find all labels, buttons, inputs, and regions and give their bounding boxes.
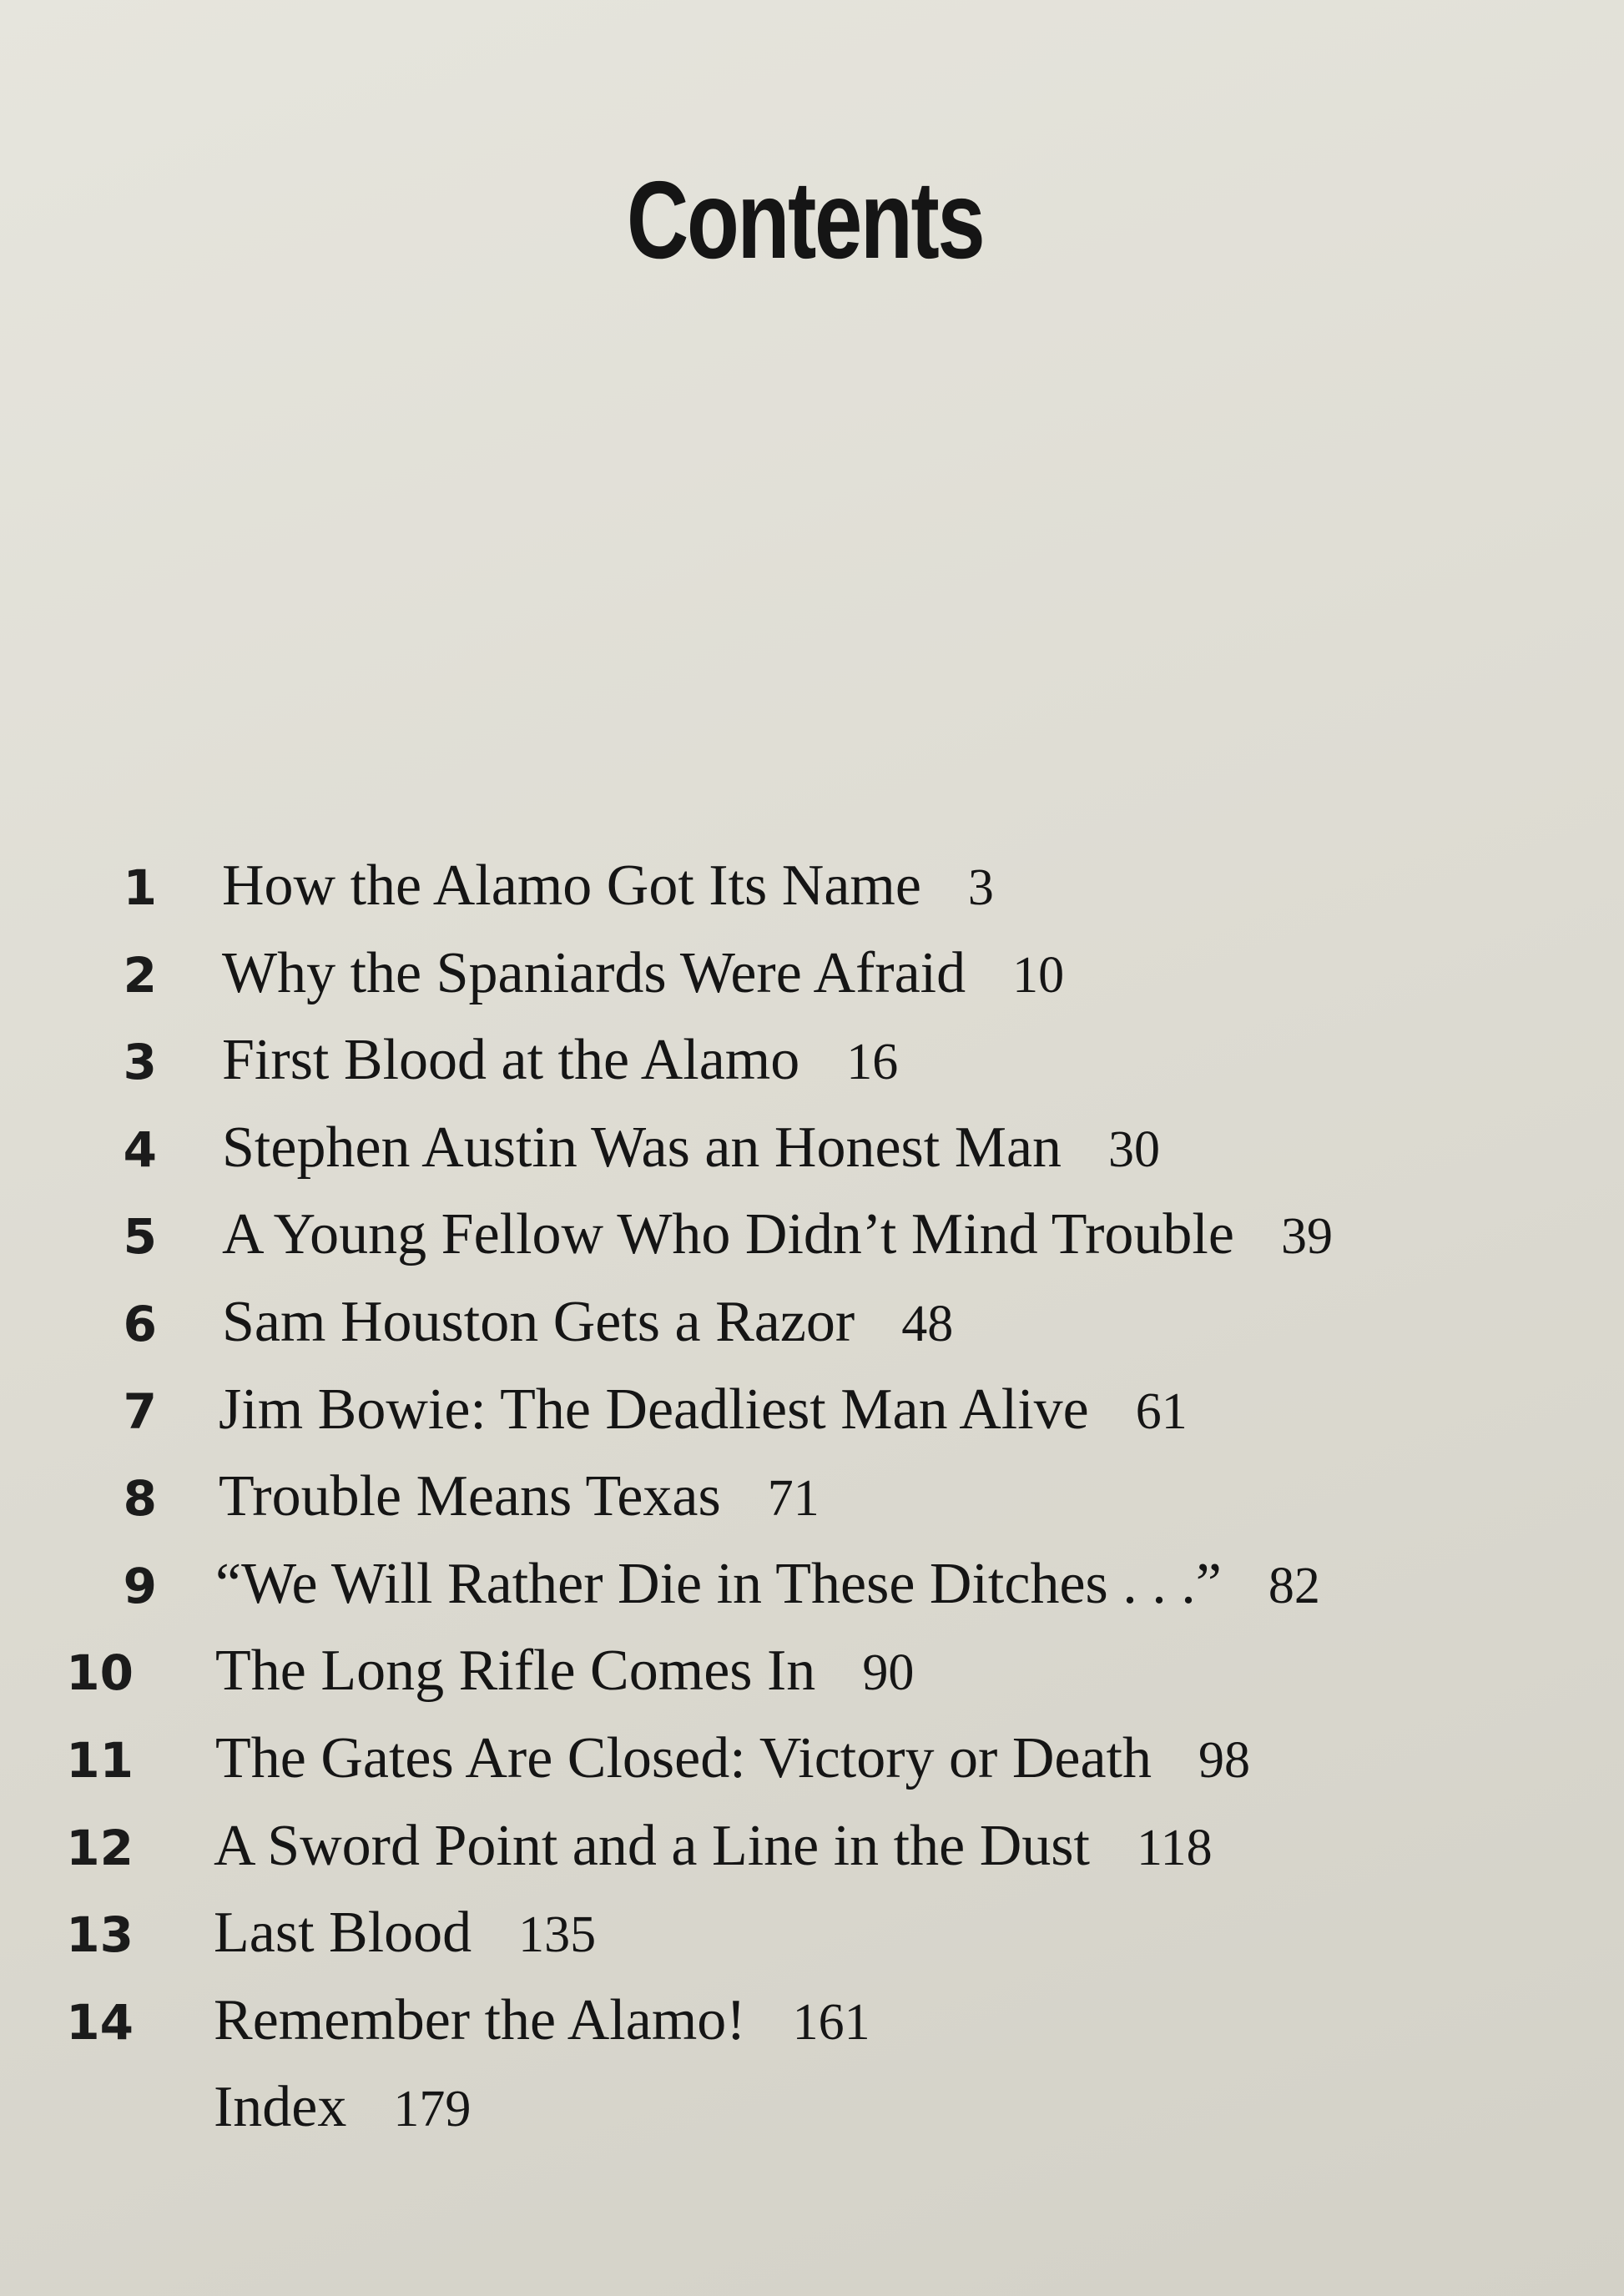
chapter-number: 14 — [66, 1993, 134, 2051]
chapter-title: Jim Bowie: The Deadliest Man Alive — [219, 1377, 1089, 1442]
page-number: 82 — [1268, 1557, 1320, 1614]
chapter-number: 2 — [123, 946, 157, 1004]
page-number: 179 — [393, 2081, 472, 2138]
page-number: 30 — [1108, 1120, 1161, 1178]
toc-entry — [0, 1377, 1624, 1464]
toc-entry — [0, 853, 1624, 940]
chapter-title: A Young Fellow Who Didn’t Mind Trouble — [222, 1202, 1234, 1267]
chapter-title: “We Will Rather Die in These Ditches . . .” — [215, 1551, 1222, 1616]
toc-entry-index — [0, 2074, 1624, 2162]
chapter-title: Last Blood — [214, 1901, 472, 1966]
toc-entry — [0, 1987, 1624, 2075]
page-title: Contents — [626, 159, 984, 281]
page-number: 71 — [767, 1470, 820, 1528]
page-number: 39 — [1280, 1208, 1333, 1266]
chapter-number: 3 — [123, 1034, 157, 1091]
toc-entry — [0, 1027, 1624, 1115]
chapter-number: 5 — [123, 1208, 157, 1266]
page-number: 118 — [1136, 1819, 1213, 1876]
chapter-title: A Sword Point and a Line in the Dust — [214, 1813, 1090, 1878]
chapter-number: 10 — [66, 1644, 134, 1702]
chapter-title: How the Alamo Got Its Name — [222, 853, 921, 918]
page-number: 48 — [901, 1295, 954, 1352]
chapter-number: 13 — [66, 1906, 134, 1964]
toc-entry — [0, 1289, 1624, 1377]
chapter-number: 7 — [123, 1382, 157, 1440]
chapter-title: The Gates Are Closed: Victory or Death — [215, 1725, 1152, 1790]
chapter-title: First Blood at the Alamo — [222, 1028, 800, 1093]
toc-entry — [0, 1813, 1624, 1901]
chapter-number: 9 — [123, 1557, 157, 1614]
toc-entry — [0, 1900, 1624, 1987]
chapter-title: Trouble Means Texas — [219, 1464, 721, 1529]
toc-entry — [0, 1551, 1624, 1639]
page-number: 98 — [1198, 1731, 1250, 1789]
chapter-title: Index — [214, 2075, 347, 2140]
table-of-contents — [0, 853, 1624, 2162]
chapter-number: 6 — [123, 1295, 157, 1352]
chapter-number: 8 — [123, 1470, 157, 1528]
page-number: 90 — [862, 1644, 915, 1702]
chapter-number: 11 — [66, 1731, 134, 1789]
chapter-title: Remember the Alamo! — [214, 1987, 746, 2052]
toc-entry — [0, 1201, 1624, 1289]
page-number: 10 — [1012, 946, 1065, 1004]
chapter-title: Stephen Austin Was an Honest Man — [222, 1115, 1062, 1180]
page-number: 3 — [967, 859, 994, 916]
chapter-title: The Long Rifle Comes In — [215, 1639, 816, 1704]
page-number: 161 — [792, 1993, 870, 2051]
toc-entry — [0, 1115, 1624, 1202]
chapter-title: Why the Spaniards Were Afraid — [222, 940, 966, 1005]
page-number: 61 — [1135, 1382, 1188, 1440]
chapter-number: 1 — [123, 859, 157, 916]
toc-entry — [0, 1638, 1624, 1725]
toc-entry — [0, 1725, 1624, 1813]
page-number: 16 — [846, 1034, 899, 1091]
chapter-number: 4 — [123, 1120, 157, 1178]
chapter-number: 12 — [66, 1819, 134, 1876]
toc-entry — [0, 1463, 1624, 1551]
chapter-title: Sam Houston Gets a Razor — [222, 1289, 855, 1354]
toc-entry — [0, 940, 1624, 1028]
page-number: 135 — [518, 1906, 597, 1964]
